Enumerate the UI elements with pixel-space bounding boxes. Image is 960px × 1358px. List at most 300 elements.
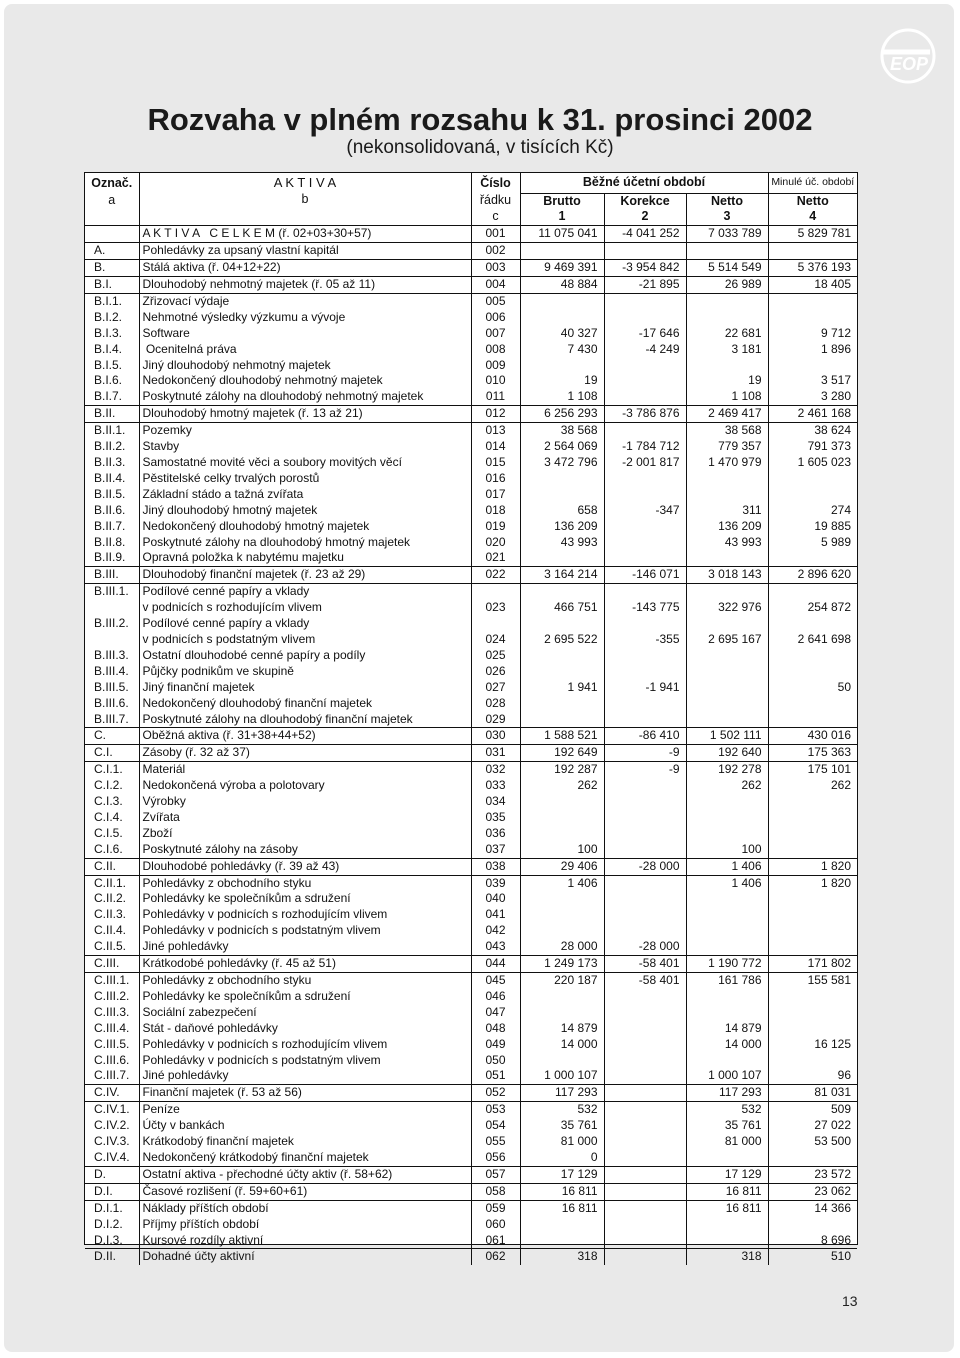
- netto-prev-value: 18 405: [768, 277, 857, 294]
- brutto-value: [520, 907, 604, 923]
- netto-value: 22 681: [686, 326, 768, 342]
- row-number: 036: [471, 826, 520, 842]
- netto-value: 14 879: [686, 1021, 768, 1037]
- row-code: B.III.7.: [94, 711, 129, 726]
- netto-prev-value: [768, 712, 857, 728]
- row-label: Pohledávky v podnicích s rozhodujícím vlivem: [139, 1037, 471, 1053]
- netto-value: 311: [686, 503, 768, 519]
- netto-prev-value: 2 896 620: [768, 567, 857, 584]
- row-label: Jiný dlouhodobý hmotný majetek: [139, 503, 471, 519]
- header-col-2: 2: [604, 209, 686, 225]
- netto-value: 35 761: [686, 1118, 768, 1134]
- header-col-3: 3: [686, 209, 768, 225]
- table-row: [85, 584, 857, 600]
- row-label: Software: [139, 326, 471, 342]
- row-code: C.IV.: [85, 1085, 139, 1102]
- table-row: [85, 939, 857, 955]
- korekce-value: -4 249: [604, 342, 686, 358]
- row-number: 052: [471, 1085, 520, 1102]
- row-label: Pěstitelské celky trvalých porostů: [139, 471, 471, 487]
- netto-prev-value: [768, 243, 857, 260]
- table-row: [85, 310, 857, 326]
- row-number: 049: [471, 1037, 520, 1053]
- netto-prev-value: 254 872: [768, 600, 857, 616]
- page-number: 13: [842, 1293, 858, 1309]
- netto-value: 7 033 789: [686, 226, 768, 243]
- row-number: 035: [471, 810, 520, 826]
- korekce-value: -28 000: [604, 858, 686, 875]
- table-row: [85, 1183, 857, 1200]
- row-number: 023: [471, 600, 520, 616]
- korekce-value: -58 401: [604, 973, 686, 989]
- row-code: C.IV.2.: [94, 1118, 130, 1133]
- table-row: [85, 550, 857, 566]
- netto-value: [686, 310, 768, 326]
- table-row: [85, 842, 857, 858]
- brutto-value: [520, 989, 604, 1005]
- netto-value: 17 129: [686, 1166, 768, 1183]
- table-row: [85, 826, 857, 842]
- netto-prev-value: [768, 1005, 857, 1021]
- row-number: 006: [471, 310, 520, 326]
- row-code: C.I.5.: [94, 825, 123, 840]
- row-number: 032: [471, 762, 520, 778]
- korekce-value: [604, 923, 686, 939]
- netto-value: 2 695 167: [686, 632, 768, 648]
- page-subtitle: (nekonsolidovaná, v tisících Kč): [346, 137, 614, 158]
- korekce-value: [604, 1005, 686, 1021]
- netto-prev-value: [768, 616, 857, 632]
- netto-value: [686, 891, 768, 907]
- netto-value: 161 786: [686, 973, 768, 989]
- table-row: [85, 1166, 857, 1183]
- korekce-value: -28 000: [604, 939, 686, 955]
- row-number: 053: [471, 1102, 520, 1118]
- netto-prev-value: [768, 648, 857, 664]
- row-code: B.III.3.: [94, 647, 129, 662]
- korekce-value: [604, 358, 686, 374]
- brutto-value: 6 256 293: [520, 406, 604, 423]
- row-code: C.II.5.: [94, 939, 127, 954]
- netto-prev-value: 9 712: [768, 326, 857, 342]
- table-row: [85, 277, 857, 294]
- row-label: Nedokončená výroba a polotovary: [139, 778, 471, 794]
- row-label: Poskytnuté zálohy na zásoby: [139, 842, 471, 858]
- netto-prev-value: [768, 471, 857, 487]
- row-code: C.IV.3.: [94, 1134, 130, 1149]
- brutto-value: 1 406: [520, 875, 604, 891]
- korekce-value: [604, 778, 686, 794]
- row-code: B.: [85, 260, 139, 277]
- row-number: 051: [471, 1068, 520, 1084]
- netto-value: [686, 1053, 768, 1069]
- netto-prev-value: [768, 907, 857, 923]
- korekce-value: [604, 891, 686, 907]
- row-code: C.I.6.: [94, 841, 123, 856]
- korekce-value: -21 895: [604, 277, 686, 294]
- row-label: Dlouhodobý hmotný majetek (ř. 13 až 21): [139, 406, 471, 423]
- netto-value: 1 406: [686, 858, 768, 875]
- table-row: [85, 439, 857, 455]
- korekce-value: [604, 1200, 686, 1216]
- row-label: Nedokončený dlouhodobý nehmotný majetek: [139, 373, 471, 389]
- netto-prev-value: 8 696: [768, 1233, 857, 1249]
- netto-prev-value: 274: [768, 503, 857, 519]
- row-label: Dohadné účty aktivní: [139, 1249, 471, 1265]
- korekce-value: -146 071: [604, 567, 686, 584]
- row-number: 028: [471, 696, 520, 712]
- brutto-value: 1 941: [520, 680, 604, 696]
- korekce-value: [604, 794, 686, 810]
- brutto-value: 17 129: [520, 1166, 604, 1183]
- netto-value: [686, 1233, 768, 1249]
- korekce-value: [604, 423, 686, 439]
- table-row: [85, 1217, 857, 1233]
- row-label: Sociální zabezpečení: [139, 1005, 471, 1021]
- korekce-value: -143 775: [604, 600, 686, 616]
- row-number: 007: [471, 326, 520, 342]
- header-radku: řádku: [471, 193, 520, 209]
- row-label: Pohledávky za upsaný vlastní kapitál: [139, 243, 471, 260]
- netto-prev-value: [768, 939, 857, 955]
- row-code: B.II.4.: [94, 470, 126, 485]
- header-bezne-obdobi: Běžné účetní období: [520, 173, 768, 193]
- row-number: 029: [471, 712, 520, 728]
- brutto-value: 48 884: [520, 277, 604, 294]
- balance-sheet-table: [84, 172, 858, 1264]
- table-row: [85, 389, 857, 405]
- row-number: 047: [471, 1005, 520, 1021]
- row-label: Poskytnuté zálohy na dlouhodobý nehmotný majetek: [139, 389, 471, 405]
- row-label: A K T I V A C E L K E M (ř. 02+03+30+57): [139, 226, 471, 243]
- brutto-value: [520, 293, 604, 309]
- brutto-value: 658: [520, 503, 604, 519]
- netto-value: [686, 648, 768, 664]
- row-label: Pohledávky ke společníkům a sdružení: [139, 989, 471, 1005]
- row-code: B.II.1.: [85, 423, 139, 439]
- netto-value: [686, 471, 768, 487]
- brutto-value: 43 993: [520, 535, 604, 551]
- korekce-value: -3 954 842: [604, 260, 686, 277]
- row-label: Zvířata: [139, 810, 471, 826]
- row-number: 059: [471, 1200, 520, 1216]
- table-row: [85, 1102, 857, 1118]
- table-row: [85, 875, 857, 891]
- row-label: Dlouhodobé pohledávky (ř. 39 až 43): [139, 858, 471, 875]
- table-row: [85, 487, 857, 503]
- brutto-value: [520, 487, 604, 503]
- table-row: [85, 226, 857, 243]
- row-label: Poskytnuté zálohy na dlouhodobý hmotný majetek: [139, 535, 471, 551]
- brutto-value: 220 187: [520, 973, 604, 989]
- row-code: C.II.3.: [94, 907, 127, 922]
- brutto-value: 1 249 173: [520, 956, 604, 973]
- row-number: 048: [471, 1021, 520, 1037]
- row-number: 046: [471, 989, 520, 1005]
- netto-value: 5 514 549: [686, 260, 768, 277]
- row-number: 025: [471, 648, 520, 664]
- table-row: [85, 1150, 857, 1166]
- brutto-value: [520, 696, 604, 712]
- row-code: D.I.2.: [94, 1216, 123, 1231]
- brutto-value: 1 108: [520, 389, 604, 405]
- netto-prev-value: [768, 1053, 857, 1069]
- netto-prev-value: [768, 1150, 857, 1166]
- netto-prev-value: [768, 664, 857, 680]
- table-row: [85, 616, 857, 632]
- row-label: Pohledávky v podnicích s rozhodujícím vlivem: [139, 907, 471, 923]
- row-code: B.I.6.: [94, 373, 123, 388]
- netto-prev-value: [768, 923, 857, 939]
- korekce-value: [604, 1053, 686, 1069]
- table-row: [85, 778, 857, 794]
- row-number: 011: [471, 389, 520, 405]
- korekce-value: -3 786 876: [604, 406, 686, 423]
- korekce-value: -58 401: [604, 956, 686, 973]
- row-number: 030: [471, 728, 520, 745]
- netto-value: 322 976: [686, 600, 768, 616]
- korekce-value: [604, 550, 686, 566]
- table-row: [85, 973, 857, 989]
- row-code: B.II.7.: [94, 518, 126, 533]
- row-label: Časové rozlišení (ř. 59+60+61): [139, 1183, 471, 1200]
- row-code: C.II.1.: [85, 875, 139, 891]
- netto-value: 1 406: [686, 875, 768, 891]
- row-code: C.: [85, 728, 139, 745]
- netto-prev-value: [768, 487, 857, 503]
- korekce-value: -9: [604, 762, 686, 778]
- row-number: 038: [471, 858, 520, 875]
- netto-value: 43 993: [686, 535, 768, 551]
- netto-prev-value: 14 366: [768, 1200, 857, 1216]
- row-label: Ocenitelná práva: [139, 342, 471, 358]
- korekce-value: [604, 1249, 686, 1265]
- row-code: C.III.2.: [94, 988, 130, 1003]
- brutto-value: [520, 358, 604, 374]
- table-row: [85, 423, 857, 439]
- netto-prev-value: 38 624: [768, 423, 857, 439]
- row-number: 043: [471, 939, 520, 955]
- netto-value: 779 357: [686, 439, 768, 455]
- row-code: B.III.6.: [94, 695, 129, 710]
- row-number: 020: [471, 535, 520, 551]
- row-code: D.: [85, 1166, 139, 1183]
- row-number: 050: [471, 1053, 520, 1069]
- korekce-value: [604, 584, 686, 600]
- korekce-value: [604, 842, 686, 858]
- table-row: [85, 455, 857, 471]
- row-code: D.I.3.: [94, 1232, 123, 1247]
- netto-prev-value: [768, 989, 857, 1005]
- brutto-value: 38 568: [520, 423, 604, 439]
- brutto-value: 19: [520, 373, 604, 389]
- row-number: [471, 584, 520, 600]
- row-code: C.III.7.: [94, 1068, 130, 1083]
- netto-prev-value: 5 989: [768, 535, 857, 551]
- row-label: Zřizovací výdaje: [139, 293, 471, 309]
- row-code: B.I.: [85, 277, 139, 294]
- row-label: v podnicích s podstatným vlivem: [139, 632, 471, 648]
- table-row: [85, 503, 857, 519]
- row-label: Ostatní aktiva - přechodné účty aktiv (ř. 58+62): [139, 1166, 471, 1183]
- korekce-value: [604, 616, 686, 632]
- brutto-value: 16 811: [520, 1183, 604, 1200]
- row-label: Nedokončený dlouhodobý finanční majetek: [139, 696, 471, 712]
- netto-prev-value: 23 572: [768, 1166, 857, 1183]
- row-label: Jiný finanční majetek: [139, 680, 471, 696]
- row-code: C.II.: [85, 858, 139, 875]
- netto-prev-value: 510: [768, 1249, 857, 1265]
- row-code: C.I.1.: [85, 762, 139, 778]
- row-label: Dlouhodobý nehmotný majetek (ř. 05 až 11): [139, 277, 471, 294]
- table-row: [85, 1134, 857, 1150]
- row-code: D.I.: [85, 1183, 139, 1200]
- table-row: [85, 794, 857, 810]
- netto-value: 1 190 772: [686, 956, 768, 973]
- netto-prev-value: 175 101: [768, 762, 857, 778]
- table-row: [85, 1037, 857, 1053]
- korekce-value: [604, 875, 686, 891]
- row-number: 009: [471, 358, 520, 374]
- row-code: B.III.1.: [85, 584, 139, 600]
- korekce-value: [604, 1085, 686, 1102]
- netto-prev-value: 155 581: [768, 973, 857, 989]
- row-code: D.II.: [85, 1249, 139, 1265]
- table-row: [85, 891, 857, 907]
- brutto-value: [520, 712, 604, 728]
- row-code: [85, 632, 139, 648]
- netto-prev-value: 96: [768, 1068, 857, 1084]
- netto-value: [686, 810, 768, 826]
- table-row: [85, 567, 857, 584]
- korekce-value: -355: [604, 632, 686, 648]
- row-label: Účty v bankách: [139, 1118, 471, 1134]
- korekce-value: [604, 989, 686, 1005]
- row-label: Jiný dlouhodobý nehmotný majetek: [139, 358, 471, 374]
- korekce-value: [604, 810, 686, 826]
- netto-prev-value: [768, 826, 857, 842]
- row-code: C.III.: [85, 956, 139, 973]
- row-label: Nedokončený dlouhodobý hmotný majetek: [139, 519, 471, 535]
- korekce-value: [604, 648, 686, 664]
- table-row: [85, 358, 857, 374]
- row-number: 037: [471, 842, 520, 858]
- netto-value: 1 470 979: [686, 455, 768, 471]
- korekce-value: [604, 389, 686, 405]
- row-code: B.III.: [85, 567, 139, 584]
- korekce-value: [604, 826, 686, 842]
- netto-prev-value: 1 820: [768, 875, 857, 891]
- netto-prev-value: 171 802: [768, 956, 857, 973]
- brutto-value: [520, 923, 604, 939]
- row-number: 015: [471, 455, 520, 471]
- row-label: Finanční majetek (ř. 53 až 56): [139, 1085, 471, 1102]
- row-number: [471, 616, 520, 632]
- row-label: Materiál: [139, 762, 471, 778]
- brutto-value: 81 000: [520, 1134, 604, 1150]
- table-row: [85, 1085, 857, 1102]
- brutto-value: 192 649: [520, 745, 604, 762]
- netto-prev-value: 27 022: [768, 1118, 857, 1134]
- netto-value: [686, 794, 768, 810]
- row-code: B.I.4.: [94, 341, 123, 356]
- row-label: Pohledávky v podnicích s podstatným vlivem: [139, 1053, 471, 1069]
- netto-value: [686, 550, 768, 566]
- row-label: Nedokončený krátkodobý finanční majetek: [139, 1150, 471, 1166]
- korekce-value: [604, 310, 686, 326]
- korekce-value: [604, 1233, 686, 1249]
- brutto-value: 262: [520, 778, 604, 794]
- brutto-value: 16 811: [520, 1200, 604, 1216]
- header-korekce: Korekce: [604, 193, 686, 209]
- row-label: Náklady příštích období: [139, 1200, 471, 1216]
- brutto-value: 3 472 796: [520, 455, 604, 471]
- row-number: 001: [471, 226, 520, 243]
- netto-value: [686, 293, 768, 309]
- korekce-value: -347: [604, 503, 686, 519]
- netto-prev-value: 23 062: [768, 1183, 857, 1200]
- brutto-value: 2 564 069: [520, 439, 604, 455]
- korekce-value: [604, 373, 686, 389]
- row-number: 060: [471, 1217, 520, 1233]
- row-number: 045: [471, 973, 520, 989]
- row-number: 002: [471, 243, 520, 260]
- netto-value: 192 278: [686, 762, 768, 778]
- korekce-value: [604, 1068, 686, 1084]
- row-label: Krátkodobý finanční majetek: [139, 1134, 471, 1150]
- brutto-value: [520, 550, 604, 566]
- netto-prev-value: [768, 584, 857, 600]
- row-code: A.: [85, 243, 139, 260]
- netto-prev-value: 53 500: [768, 1134, 857, 1150]
- row-number: 022: [471, 567, 520, 584]
- row-label: Oběžná aktiva (ř. 31+38+44+52): [139, 728, 471, 745]
- row-code: C.III.6.: [94, 1052, 130, 1067]
- row-label: Pohledávky z obchodního styku: [139, 875, 471, 891]
- netto-value: [686, 1217, 768, 1233]
- netto-value: [686, 487, 768, 503]
- netto-value: 26 989: [686, 277, 768, 294]
- row-number: 017: [471, 487, 520, 503]
- table-row: [85, 680, 857, 696]
- row-number: 062: [471, 1249, 520, 1265]
- row-code: B.I.7.: [94, 389, 123, 404]
- korekce-value: [604, 712, 686, 728]
- row-number: 026: [471, 664, 520, 680]
- netto-value: [686, 696, 768, 712]
- netto-value: [686, 907, 768, 923]
- table-row: [85, 648, 857, 664]
- brutto-value: 100: [520, 842, 604, 858]
- row-code: B.II.3.: [94, 455, 126, 469]
- row-label: Podílové cenné papíry a vklady: [139, 616, 471, 632]
- brutto-value: [520, 664, 604, 680]
- brutto-value: 28 000: [520, 939, 604, 955]
- row-number: 031: [471, 745, 520, 762]
- table-row: [85, 858, 857, 875]
- korekce-value: -4 041 252: [604, 226, 686, 243]
- netto-prev-value: 1 820: [768, 858, 857, 875]
- netto-value: 1 108: [686, 389, 768, 405]
- row-code: C.IV.1.: [85, 1102, 139, 1118]
- netto-prev-value: 5 829 781: [768, 226, 857, 243]
- netto-value: 16 811: [686, 1200, 768, 1216]
- table-row: [85, 696, 857, 712]
- table-row: [85, 989, 857, 1005]
- row-code: C.III.3.: [94, 1004, 130, 1019]
- row-code: B.I.2.: [94, 309, 123, 324]
- table-row: [85, 406, 857, 423]
